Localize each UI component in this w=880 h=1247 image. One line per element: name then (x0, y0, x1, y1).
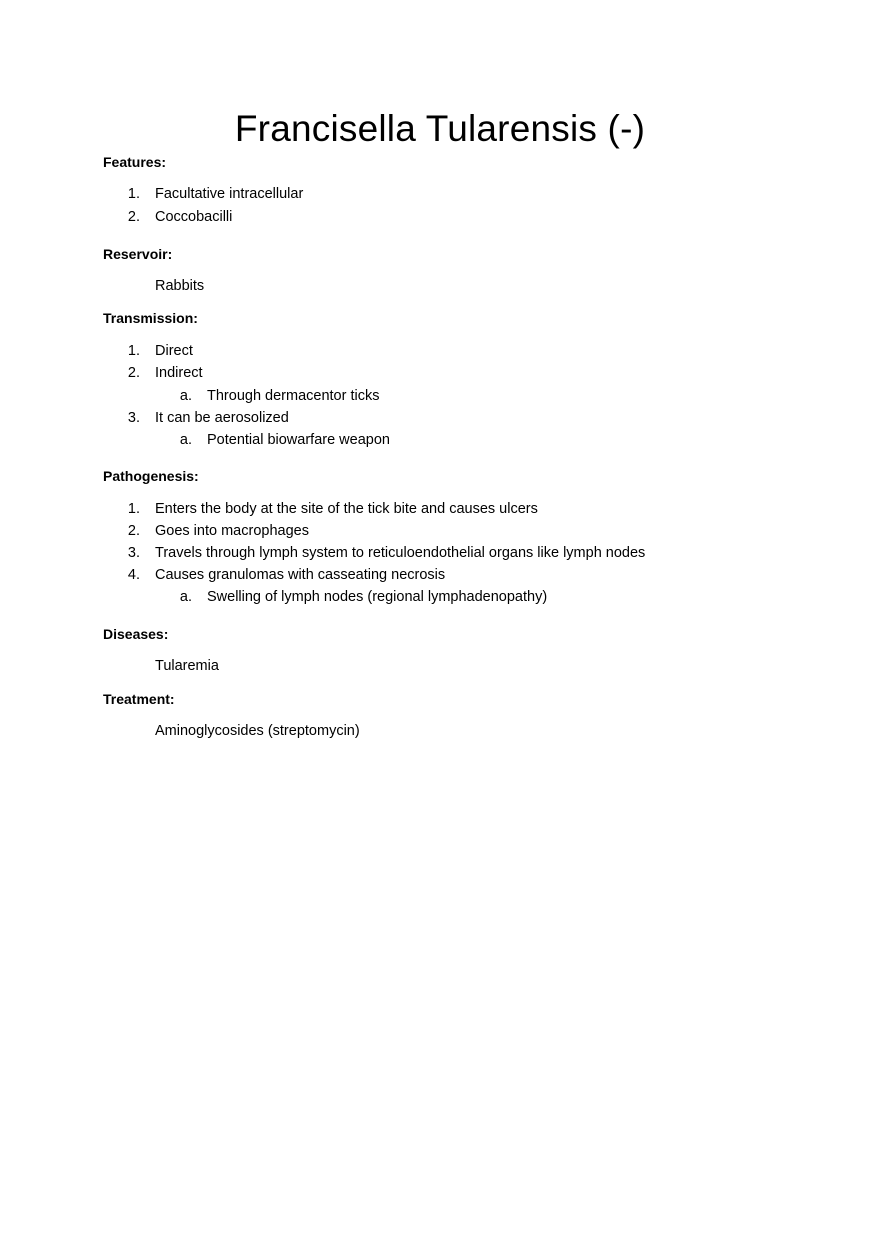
transmission-item-3a: Potential biowarfare weapon (207, 432, 390, 448)
pathogenesis-item-3-number: 3. (127, 545, 140, 561)
treatment-heading: Treatment: (103, 691, 175, 707)
pathogenesis-item-4-number: 4. (127, 567, 140, 583)
pathogenesis-item-3: Travels through lymph system to reticuloendothelial organs like lymph nodes (155, 545, 646, 561)
transmission-item-1-number: 1. (127, 343, 140, 359)
transmission-item-3a-number: a. (179, 432, 192, 448)
transmission-item-2a: Through dermacentor ticks (207, 388, 380, 404)
features-item-2-number: 2. (127, 209, 140, 225)
reservoir-heading: Reservoir: (103, 246, 173, 262)
features-item-2: Coccobacilli (155, 209, 233, 225)
pathogenesis-item-2-number: 2. (127, 523, 140, 539)
pathogenesis-item-2: Goes into macrophages (155, 523, 309, 539)
pathogenesis-item-4: Causes granulomas with casseating necrosis (155, 567, 446, 583)
diseases-text: Tularemia (155, 658, 219, 674)
pathogenesis-item-1-number: 1. (127, 501, 140, 517)
diseases-heading: Diseases: (103, 626, 169, 642)
features-item-1-number: 1. (127, 186, 140, 202)
pathogenesis-item-4a-number: a. (179, 589, 192, 605)
transmission-item-3: It can be aerosolized (155, 410, 289, 426)
reservoir-text: Rabbits (155, 278, 205, 294)
page-title: Francisella Tularensis (-) (234, 108, 646, 149)
pathogenesis-item-4a: Swelling of lymph nodes (regional lymphadenopathy) (207, 589, 548, 605)
transmission-item-2: Indirect (155, 365, 203, 381)
pathogenesis-item-1: Enters the body at the site of the tick bite and causes ulcers (155, 501, 538, 517)
transmission-item-1: Direct (155, 343, 193, 359)
features-item-1: Facultative intracellular (155, 186, 304, 202)
transmission-heading: Transmission: (103, 310, 198, 326)
pathogenesis-heading: Pathogenesis: (103, 468, 199, 484)
transmission-item-3-number: 3. (127, 410, 140, 426)
transmission-item-2a-number: a. (179, 388, 192, 404)
treatment-text: Aminoglycosides (streptomycin) (155, 723, 360, 739)
features-heading: Features: (103, 154, 167, 170)
transmission-item-2-number: 2. (127, 365, 140, 381)
